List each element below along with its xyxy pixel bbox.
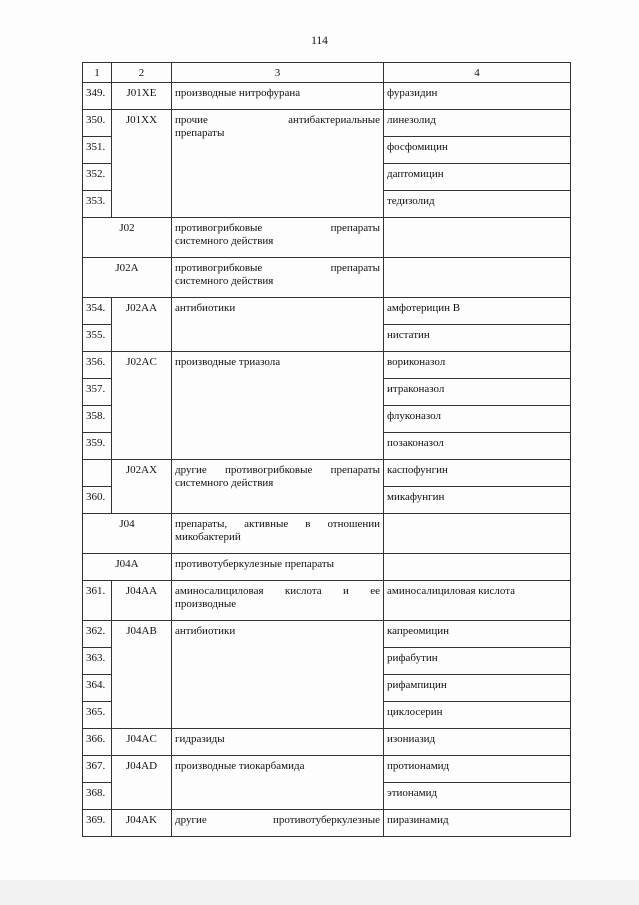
group-description xyxy=(172,460,384,514)
atc-code: J04AD xyxy=(112,756,172,810)
drug-name: каспофунгин xyxy=(384,460,571,487)
table-row xyxy=(83,621,571,648)
atc-code: J04A xyxy=(83,554,172,581)
row-number: 349. xyxy=(83,83,112,110)
table-row xyxy=(83,460,571,487)
table-row xyxy=(83,352,571,379)
description-line: системного действия xyxy=(175,274,274,287)
drug-name-empty xyxy=(384,514,571,554)
drug-name-empty xyxy=(384,554,571,581)
group-description: производные триазола xyxy=(172,352,384,460)
drug-name: флуконазол xyxy=(384,406,571,433)
drug-name: тедизолид xyxy=(384,191,571,218)
row-number: 367. xyxy=(83,756,112,783)
row-number: 361. xyxy=(83,581,112,621)
atc-code: J04AC xyxy=(112,729,172,756)
drug-name: фуразидин xyxy=(384,83,571,110)
group-description xyxy=(172,218,384,258)
group-description: производные нитрофурана xyxy=(172,83,384,110)
row-number: 359. xyxy=(83,433,112,460)
drug-name: амфотерицин В xyxy=(384,298,571,325)
table-row xyxy=(83,756,571,783)
table-row xyxy=(83,83,571,110)
row-number: 355. xyxy=(83,325,112,352)
atc-code: J04AK xyxy=(112,810,172,837)
row-number: 368. xyxy=(83,783,112,810)
drug-name-empty xyxy=(384,218,571,258)
drug-name: микафунгин xyxy=(384,487,571,514)
atc-code: J04 xyxy=(83,514,172,554)
description-line: прочие антибактериальные xyxy=(175,114,380,126)
atc-code: J02AA xyxy=(112,298,172,352)
group-description: производные тиокарбамида xyxy=(172,756,384,810)
row-number: 366. xyxy=(83,729,112,756)
description-line: другие противогрибковые препараты xyxy=(175,464,380,476)
description-line: аминосалициловая кислота и ее xyxy=(175,585,380,597)
table-row xyxy=(83,581,571,621)
group-description xyxy=(172,514,384,554)
description-line: препараты, активные в отношении xyxy=(175,518,380,530)
group-description: антибиотики xyxy=(172,298,384,352)
drug-name: вориконазол xyxy=(384,352,571,379)
description-line: препараты xyxy=(175,126,225,139)
atc-code: J02AX xyxy=(112,460,172,514)
description-line: системного действия xyxy=(175,234,274,247)
table-row xyxy=(83,110,571,137)
header-cell: 4 xyxy=(384,63,571,83)
row-number: 351. xyxy=(83,137,112,164)
drug-name: пиразинамид xyxy=(384,810,571,837)
row-number: 369. xyxy=(83,810,112,837)
page-number: 114 xyxy=(311,35,328,47)
row-number: 358. xyxy=(83,406,112,433)
header-cell: 3 xyxy=(172,63,384,83)
description-line: микобактерий xyxy=(175,530,241,543)
row-number: 362. xyxy=(83,621,112,648)
drug-name: изониазид xyxy=(384,729,571,756)
row-number xyxy=(83,460,112,487)
atc-code: J01XX xyxy=(112,110,172,218)
table-row xyxy=(83,298,571,325)
drug-name: позаконазол xyxy=(384,433,571,460)
drug-name-empty xyxy=(384,258,571,298)
description-line: противогрибковые препараты xyxy=(175,222,380,234)
atc-code: J02AC xyxy=(112,352,172,460)
group-description: гидразиды xyxy=(172,729,384,756)
header-cell: 1 xyxy=(83,63,112,83)
row-number: 357. xyxy=(83,379,112,406)
drug-name: капреомицин xyxy=(384,621,571,648)
drug-name: линезолид xyxy=(384,110,571,137)
drug-name: нистатин xyxy=(384,325,571,352)
table-row-group xyxy=(83,258,571,298)
drug-name: рифампицин xyxy=(384,675,571,702)
table-header-row xyxy=(83,63,571,83)
table-row-group xyxy=(83,554,571,581)
group-description: антибиотики xyxy=(172,621,384,729)
drug-classification-table xyxy=(82,62,571,837)
description-line: другие противотуберкулезные xyxy=(175,814,380,826)
table-row xyxy=(83,810,571,837)
table-row xyxy=(83,729,571,756)
group-description xyxy=(172,110,384,218)
drug-name: фосфомицин xyxy=(384,137,571,164)
row-number: 353. xyxy=(83,191,112,218)
group-description xyxy=(172,581,384,621)
row-number: 364. xyxy=(83,675,112,702)
page-bottom-edge xyxy=(0,880,639,905)
drug-name: аминосалициловая кислота xyxy=(384,581,571,621)
atc-code: J04AA xyxy=(112,581,172,621)
row-number: 352. xyxy=(83,164,112,191)
table-row-group xyxy=(83,514,571,554)
atc-code: J02A xyxy=(83,258,172,298)
row-number: 360. xyxy=(83,487,112,514)
table-row-group xyxy=(83,218,571,258)
row-number: 363. xyxy=(83,648,112,675)
atc-code: J02 xyxy=(83,218,172,258)
drug-name: рифабутин xyxy=(384,648,571,675)
description-line: производные xyxy=(175,597,237,610)
drug-name: циклосерин xyxy=(384,702,571,729)
row-number: 356. xyxy=(83,352,112,379)
group-description: противотуберкулезные препараты xyxy=(172,554,384,581)
description-line: противогрибковые препараты xyxy=(175,262,380,274)
drug-name: протионамид xyxy=(384,756,571,783)
drug-name: этионамид xyxy=(384,783,571,810)
row-number: 365. xyxy=(83,702,112,729)
row-number: 354. xyxy=(83,298,112,325)
drug-name: итраконазол xyxy=(384,379,571,406)
atc-code: J04AB xyxy=(112,621,172,729)
atc-code: J01XE xyxy=(112,83,172,110)
drug-name: даптомицин xyxy=(384,164,571,191)
description-line: системного действия xyxy=(175,476,274,489)
group-description xyxy=(172,810,384,837)
header-cell: 2 xyxy=(112,63,172,83)
group-description xyxy=(172,258,384,298)
row-number: 350. xyxy=(83,110,112,137)
